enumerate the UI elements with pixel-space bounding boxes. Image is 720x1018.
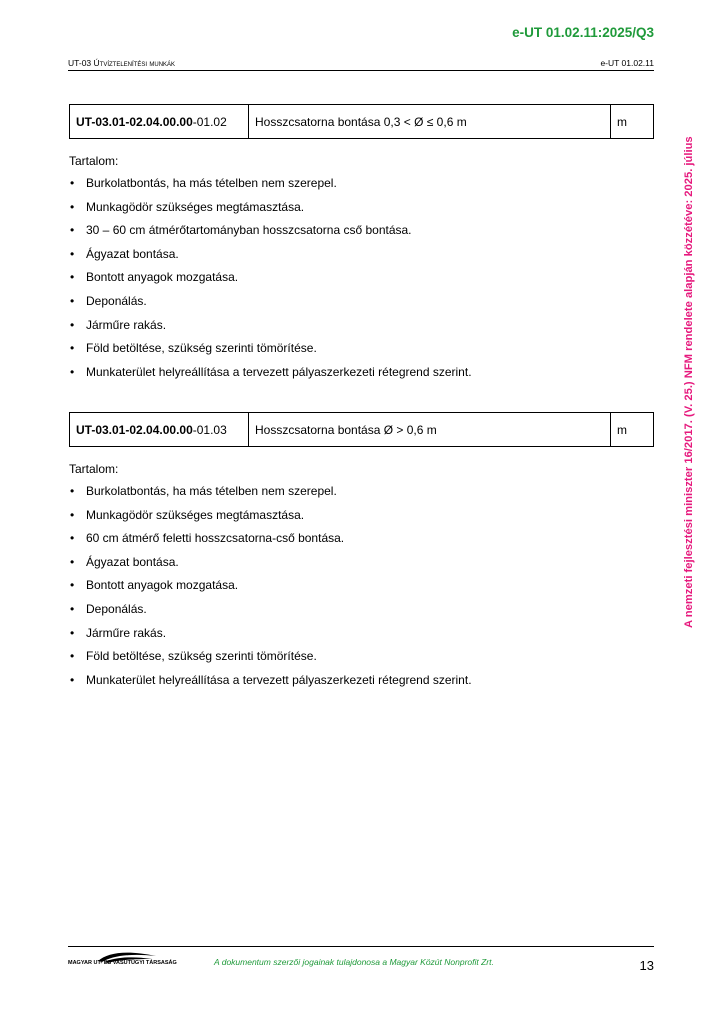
page-footer <box>68 946 654 973</box>
list-item: • Munkagödör szükséges megtámasztása. <box>69 200 659 224</box>
contents-list <box>69 484 659 696</box>
item-code <box>70 413 249 447</box>
contents-label: Tartalom: <box>69 462 119 476</box>
item-code-suffix: -01.03 <box>192 422 227 437</box>
item-table-1 <box>69 104 654 139</box>
item-row <box>70 413 654 447</box>
header-section-name: Útvíztelenítési munkák <box>93 58 176 68</box>
list-item: • Föld betöltése, szükség szerinti tömörítése. <box>69 649 659 673</box>
list-item: • Burkolatbontás, ha más tételben nem szerepel. <box>69 176 659 200</box>
item-description: Hosszcsatorna bontása 0,3 < Ø ≤ 0,6 m <box>249 105 611 139</box>
header-section-code: UT-03 <box>68 58 92 68</box>
list-item: • Burkolatbontás, ha más tételben nem szerepel. <box>69 484 659 508</box>
list-item: • 60 cm átmérő feletti hosszcsatorna-cső bontása. <box>69 531 659 555</box>
contents-label: Tartalom: <box>69 154 119 168</box>
list-item: • Ágyazat bontása. <box>69 555 659 579</box>
list-item: • Járműre rakás. <box>69 626 659 650</box>
page-header <box>68 58 654 71</box>
item-row <box>70 105 654 139</box>
list-item: • Munkaterület helyreállítása a tervezett pályaszerkezeti rétegrend szerint. <box>69 673 659 697</box>
item-description: Hosszcsatorna bontása Ø > 0,6 m <box>249 413 611 447</box>
item-code <box>70 105 249 139</box>
item-code-suffix: -01.02 <box>192 114 227 129</box>
list-item: • Munkaterület helyreállítása a tervezett pályaszerkezeti rétegrend szerint. <box>69 365 659 389</box>
publication-side-note: A nemzeti fejlesztési miniszter 16/2017. (V. 25.) NFM rendelete alapján közzétéve: 2025. július <box>683 136 695 628</box>
item-code-main: UT-03.01-02.04.00.00 <box>76 422 193 437</box>
list-item: • Deponálás. <box>69 294 659 318</box>
list-item: • 30 – 60 cm átmérőtartományban hosszcsatorna cső bontása. <box>69 223 659 247</box>
document-code: e-UT 01.02.11:2025/Q3 <box>512 25 654 40</box>
list-item: • Deponálás. <box>69 602 659 626</box>
list-item: • Ágyazat bontása. <box>69 247 659 271</box>
item-table-2 <box>69 412 654 447</box>
item-unit: m <box>611 105 654 139</box>
list-item: • Munkagödör szükséges megtámasztása. <box>69 508 659 532</box>
list-item: • Föld betöltése, szükség szerinti tömörítése. <box>69 341 659 365</box>
item-unit: m <box>611 413 654 447</box>
contents-list <box>69 176 659 388</box>
page-number: 13 <box>639 958 654 973</box>
item-code-main: UT-03.01-02.04.00.00 <box>76 114 193 129</box>
list-item: • Bontott anyagok mozgatása. <box>69 270 659 294</box>
logo-text: MAGYAR UT- ÉS VASÚTÜGYI TÁRSASÁG <box>68 960 177 966</box>
item-contents-1 <box>69 154 659 388</box>
list-item: • Járműre rakás. <box>69 318 659 342</box>
copyright-notice: A dokumentum szerzői jogainak tulajdonosa a Magyar Közút Nonprofit Zrt. <box>214 957 494 967</box>
item-contents-2 <box>69 462 659 696</box>
header-document-id: e-UT 01.02.11 <box>600 58 654 68</box>
list-item: • Bontott anyagok mozgatása. <box>69 578 659 602</box>
header-section-title <box>68 58 175 68</box>
